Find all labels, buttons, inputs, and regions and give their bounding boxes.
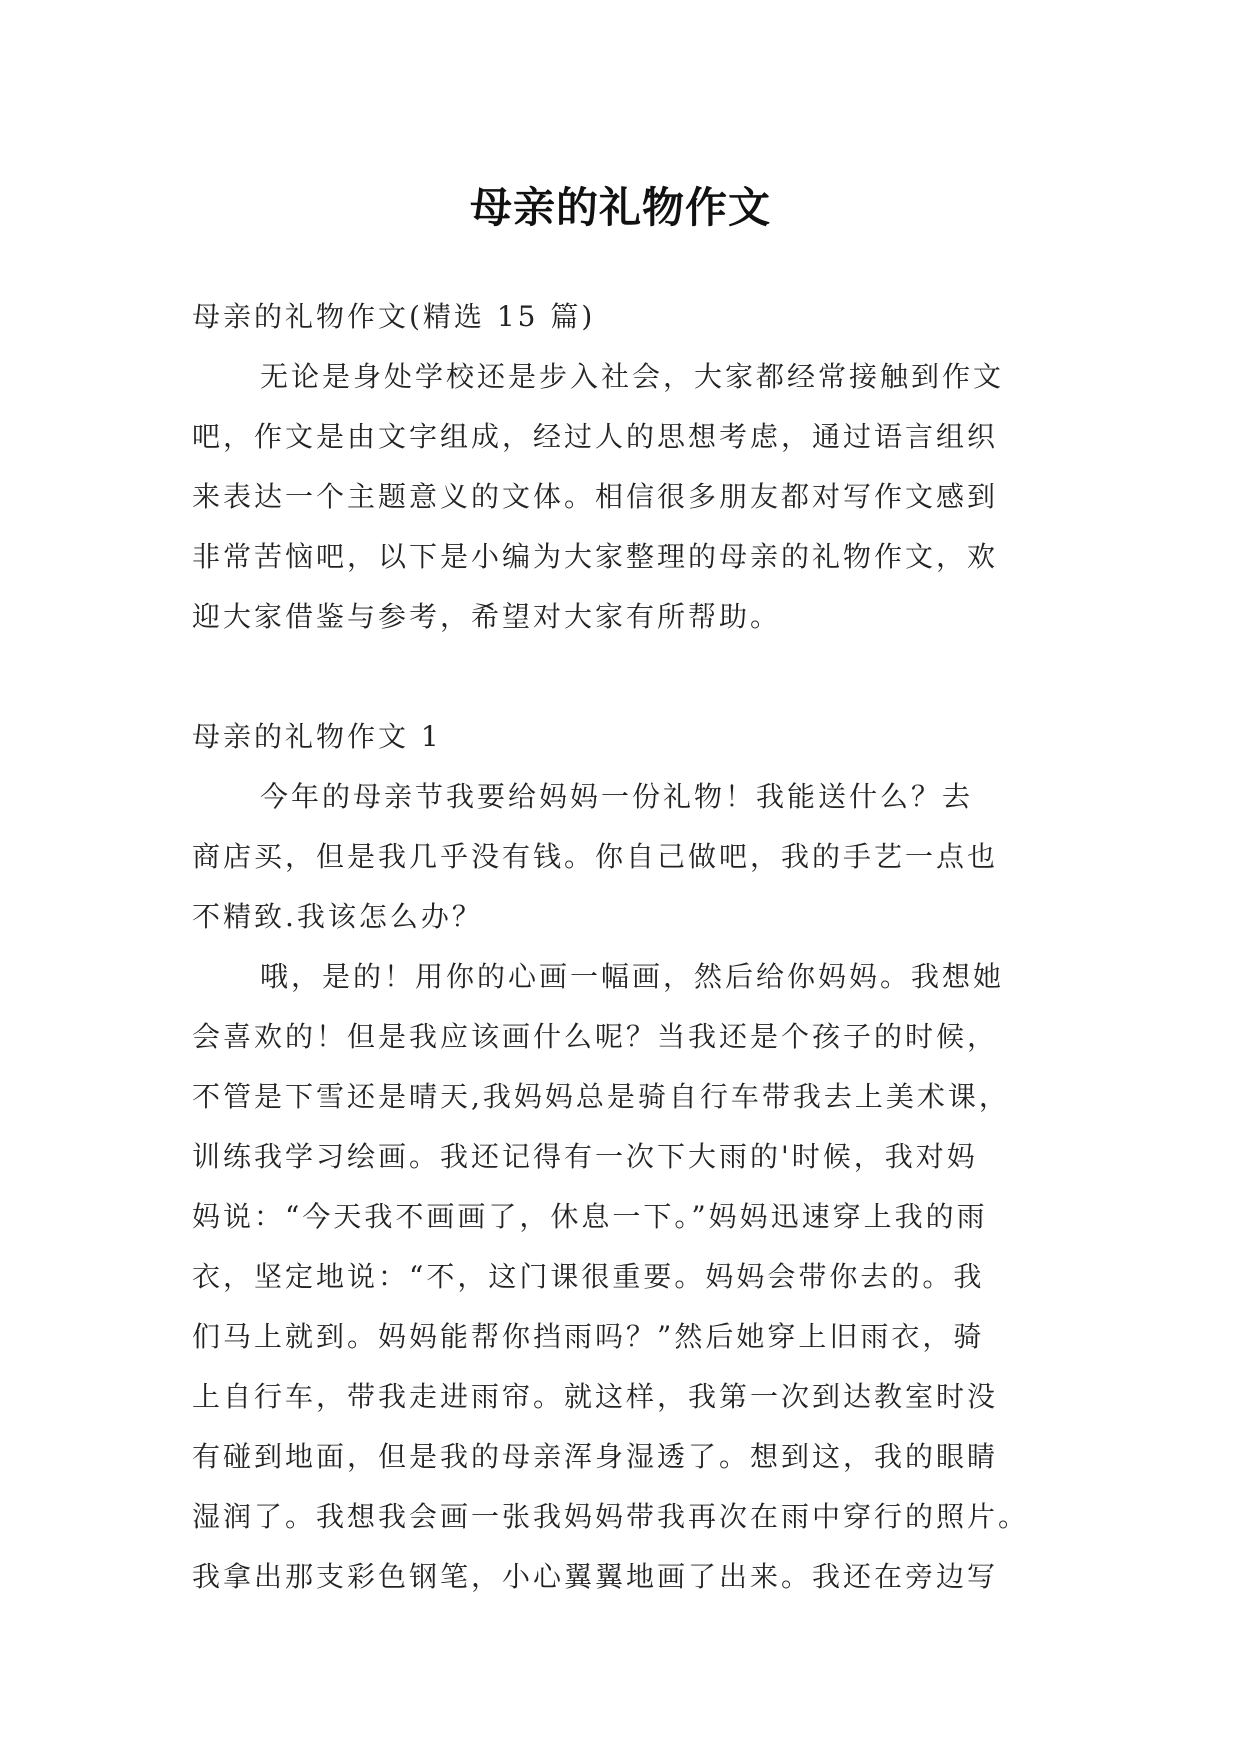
text-line: 湿润了。我想我会画一张我妈妈带我再次在雨中穿行的照片。 bbox=[192, 1500, 1030, 1533]
blank-line bbox=[192, 647, 1054, 707]
text-line: 训练我学习绘画。我还记得有一次下大雨的'时候，我对妈 bbox=[192, 1140, 978, 1173]
text-line: 无论是身处学校还是步入社会，大家都经常接触到作文 bbox=[260, 360, 1005, 393]
text-line: 上自行车，带我走进雨帘。就这样，我第一次到达教室时没 bbox=[192, 1380, 999, 1413]
text-line: 母亲的礼物作文(精选 15 篇) bbox=[192, 300, 596, 333]
text-line: 不精致.我该怎么办？ bbox=[192, 900, 483, 933]
text-line: 会喜欢的！但是我应该画什么呢？当我还是个孩子的时候， bbox=[192, 1020, 999, 1053]
text-line: 不管是下雪还是晴天,我妈妈总是骑自行车带我去上美术课， bbox=[192, 1080, 1010, 1113]
text-line: 们马上就到。妈妈能帮你挡雨吗？”然后她穿上旧雨衣，骑 bbox=[192, 1320, 985, 1353]
text-line: 吧，作文是由文字组成，经过人的思想考虑，通过语言组织 bbox=[192, 420, 999, 453]
text-line: 衣，坚定地说：“不，这门课很重要。妈妈会带你去的。我 bbox=[192, 1260, 985, 1293]
text-line: 妈说：“今天我不画画了，休息一下。”妈妈迅速穿上我的雨 bbox=[192, 1200, 988, 1233]
text-line: 非常苦恼吧，以下是小编为大家整理的母亲的礼物作文，欢 bbox=[192, 540, 999, 573]
document-body bbox=[192, 287, 1054, 1607]
text-line: 哦，是的！用你的心画一幅画，然后给你妈妈。我想她 bbox=[260, 960, 1005, 993]
text-line: 迎大家借鉴与参考，希望对大家有所帮助。 bbox=[192, 600, 782, 633]
text-line: 有碰到地面，但是我的母亲浑身湿透了。想到这，我的眼睛 bbox=[192, 1440, 999, 1473]
text-line: 今年的母亲节我要给妈妈一份礼物！我能送什么？去 bbox=[260, 780, 974, 813]
text-line: 母亲的礼物作文 1 bbox=[192, 720, 442, 753]
text-line: 我拿出那支彩色钢笔，小心翼翼地画了出来。我还在旁边写 bbox=[192, 1560, 999, 1593]
document-title: 母亲的礼物作文 bbox=[469, 183, 771, 233]
text-line: 商店买，但是我几乎没有钱。你自己做吧，我的手艺一点也 bbox=[192, 840, 999, 873]
text-line: 来表达一个主题意义的文体。相信很多朋友都对写作文感到 bbox=[192, 480, 999, 513]
